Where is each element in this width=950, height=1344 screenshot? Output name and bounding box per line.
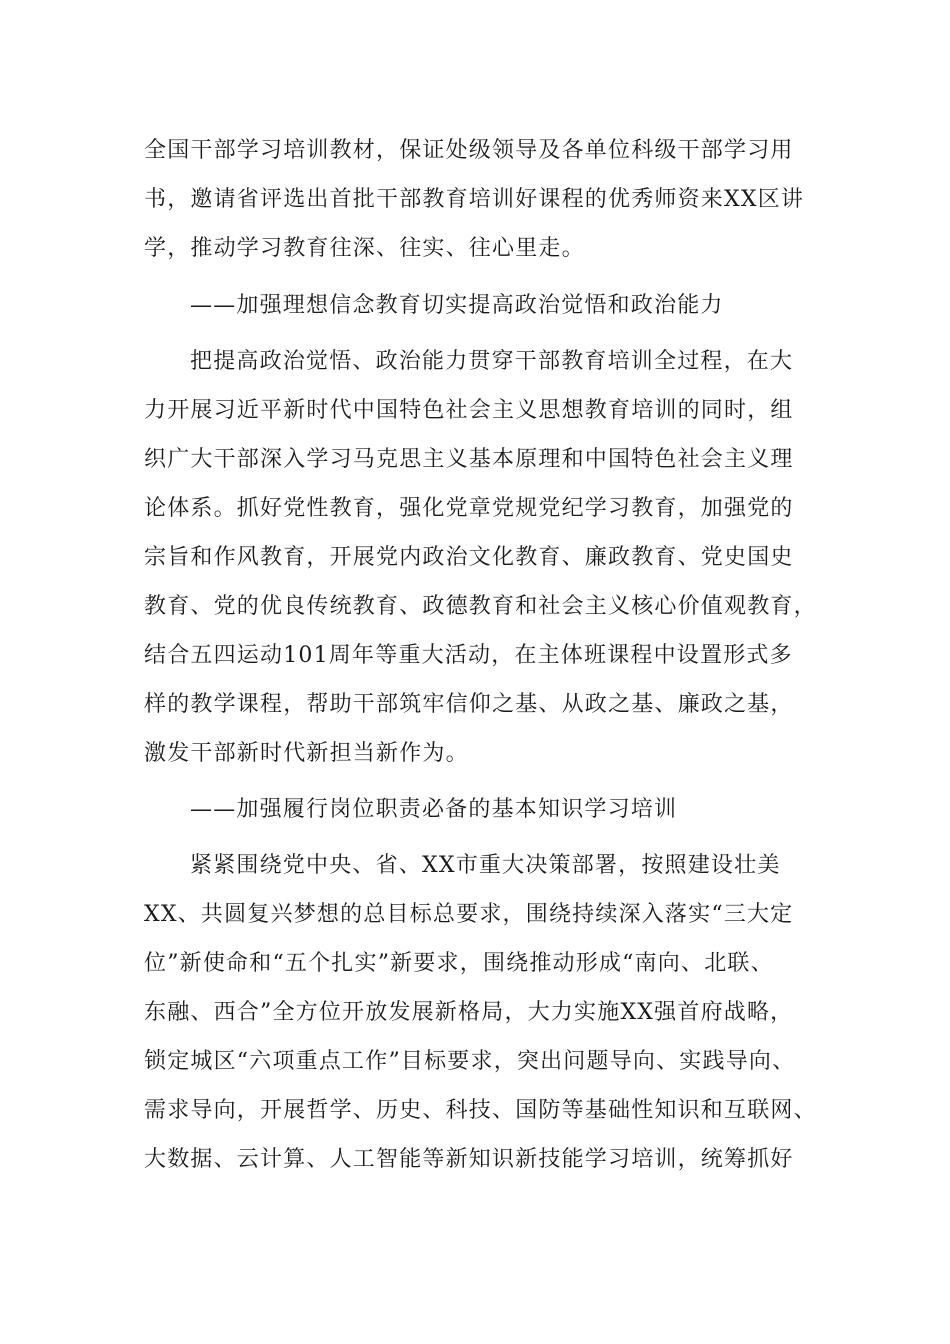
text-line: 书，邀请省评选出首批干部教育培训好课程的优秀师资来XX区讲 bbox=[144, 187, 805, 212]
text-line: 学，推动学习教育往深、往实、往心里走。 bbox=[144, 236, 585, 261]
text-line: 大数据、云计算、人工智能等新知识新技能学习培训，统筹抓好 bbox=[144, 1147, 794, 1172]
text-line: 样的教学课程，帮助干部筑牢信仰之基、从政之基、廉政之基， bbox=[144, 692, 794, 717]
text-line: 织广大干部深入学习马克思主义基本原理和中国特色社会主义理 bbox=[144, 447, 794, 472]
text-line: 锁定城区“六项重点工作”目标要求，突出问题导向、实践导向、 bbox=[144, 1049, 796, 1074]
text-line: 结合五四运动101周年等重大活动，在主体班课程中设置形式多 bbox=[144, 643, 793, 668]
text-line: 宗旨和作风教育，开展党内政治文化教育、廉政教育、党史国史 bbox=[144, 545, 794, 570]
text-line: 力开展习近平新时代中国特色社会主义思想教育培训的同时，组 bbox=[144, 398, 794, 423]
text-line: 紧紧围绕党中央、省、XX市重大决策部署，按照建设壮美 bbox=[190, 853, 781, 878]
text-line: 激发干部新时代新担当新作为。 bbox=[144, 741, 469, 766]
text-line: 论体系。抓好党性教育，强化党章党规党纪学习教育，加强党的 bbox=[144, 496, 794, 521]
text-line: 需求导向，开展哲学、历史、科技、国防等基础性知识和互联网、 bbox=[144, 1098, 817, 1123]
text-line: 位”新使命和“五个扎实”新要求，围绕推动形成“南向、北联、 bbox=[144, 951, 774, 976]
text-line: 东融、西合”全方位开放发展新格局，大力实施XX强首府战略， bbox=[144, 1000, 794, 1025]
text-line: 教育、党的优良传统教育、政德教育和社会主义核心价值观教育， bbox=[144, 594, 817, 619]
section-heading: ——加强理想信念教育切实提高政治觉悟和政治能力 bbox=[190, 293, 724, 318]
text-line: 把提高政治觉悟、政治能力贯穿干部教育培训全过程，在大 bbox=[190, 349, 794, 374]
section-heading: ——加强履行岗位职责必备的基本知识学习培训 bbox=[190, 797, 678, 822]
text-line: 全国干部学习培训教材，保证处级领导及各单位科级干部学习用 bbox=[144, 138, 794, 163]
text-line: XX、共圆复兴梦想的总目标总要求，围绕持续深入落实“三大定 bbox=[144, 902, 794, 927]
